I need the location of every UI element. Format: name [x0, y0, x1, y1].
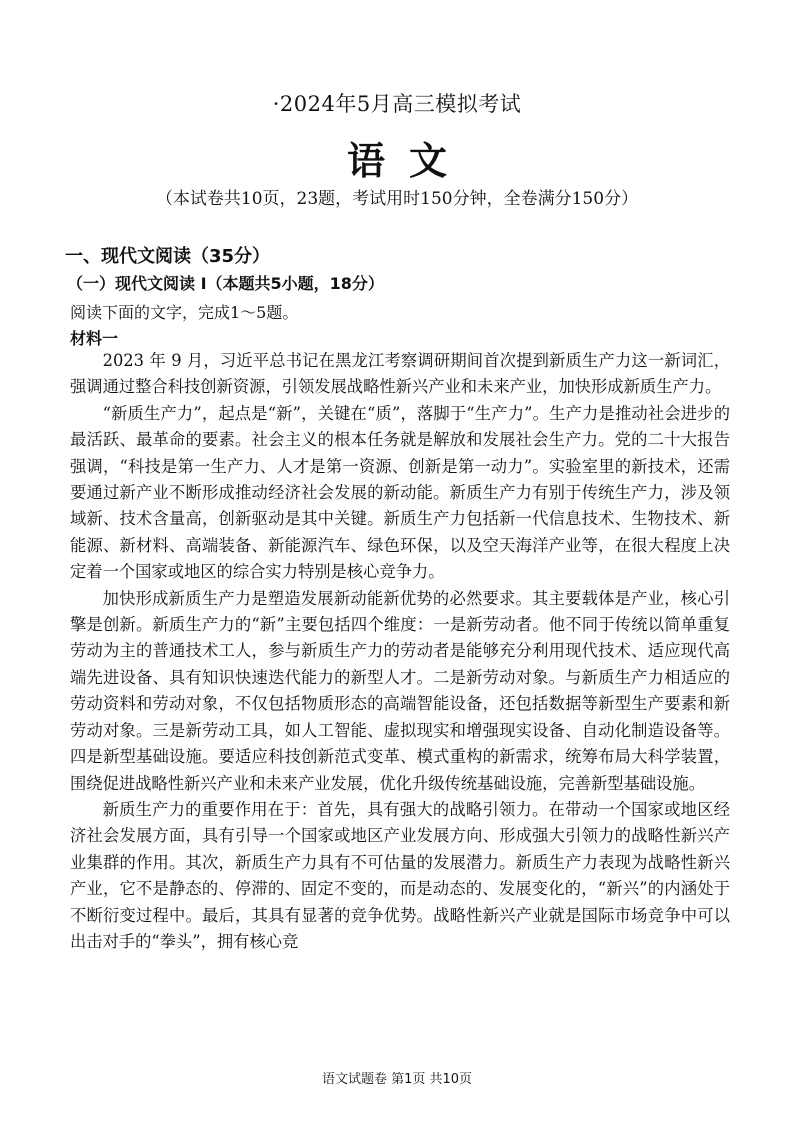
material-body	[70, 348, 730, 955]
section-heading: 一、现代文阅读（35分）	[65, 246, 271, 267]
page-footer: 语文试题卷 第1页 共10页	[321, 1072, 473, 1087]
subject-title: 语文	[346, 139, 471, 183]
material-label: 材料一	[70, 329, 119, 348]
paragraph: 新质生产力的重要作用在于：首先，具有强大的战略引领力。在带动一个国家或地区经济社会发展方面，具有引导一个国家或地区产业发展方向、形成强大引领力的战略性新兴产业集群的作用。其次，新质生产力具有不可估量的发展潜力。新质生产力表现为战略性新兴产业，它不是静态的、停滞的、固定不变的，而是动态的、发展变化的，“新兴”的内涵处于不断衍变过程中。最后，其具有显著的竞争优势。战略性新兴产业就是国际市场竞争中可以出击对手的“拳头”，拥有核心竞	[70, 799, 730, 951]
exam-title: ·2024年5月高三模拟考试	[272, 92, 522, 116]
paragraph: 加快形成新质生产力是塑造发展新动能新优势的必然要求。其主要载体是产业，核心引擎是创新。新质生产力的“新”主要包括四个维度：一是新劳动者。他不同于传统以简单重复劳动为主的普通技术工人，参与新质生产力的劳动者是能够充分利用现代技术、适应现代高端先进设备、具有知识快速迭代能力的新型人才。二是新劳动对象。与新质生产力相适应的劳动资料和劳动对象，不仅包括物质形态的高端智能设备，还包括数据等新型生产要素和新劳动对象。三是新劳动工具，如人工智能、虚拟现实和增强现实设备、自动化制造设备等。四是新型基础设施。要适应科技创新范式变革、模式重构的新需求，统筹布局大科学装置，围绕促进战略性新兴产业和未来产业发展，优化升级传统基础设施，完善新型基础设施。	[70, 588, 730, 793]
paragraph: 2023 年 9 月，习近平总书记在黑龙江考察调研期间首次提到新质生产力这一新词汇，强调通过整合科技创新资源，引领发展战略性新兴产业和未来产业，加快形成新质生产力。	[70, 351, 730, 397]
exam-note: （本试卷共10页，23题，考试用时150分钟，全卷满分150分）	[155, 189, 639, 209]
paragraph: “新质生产力”，起点是“新”，关键在“质”，落脚于“生产力”。生产力是推动社会进步的最活跃、最革命的要素。社会主义的根本任务就是解放和发展社会生产力。党的二十大报告强调，“科技是第一生产力、人才是第一资源、创新是第一动力”。实验室里的新技术，还需要通过新产业不断形成推动经济社会发展的新动能。新质生产力有别于传统生产力，涉及领域新、技术含量高，创新驱动是其中关键。新质生产力包括新一代信息技术、生物技术、新能源、新材料、高端装备、新能源汽车、绿色环保，以及空天海洋产业等，在很大程度上决定着一个国家或地区的综合实力特别是核心竞争力。	[70, 403, 730, 582]
subsection-heading: （一）现代文阅读 I（本题共5小题，18分）	[67, 274, 384, 293]
reading-instruction: 阅读下面的文字，完成1～5题。	[70, 303, 299, 322]
